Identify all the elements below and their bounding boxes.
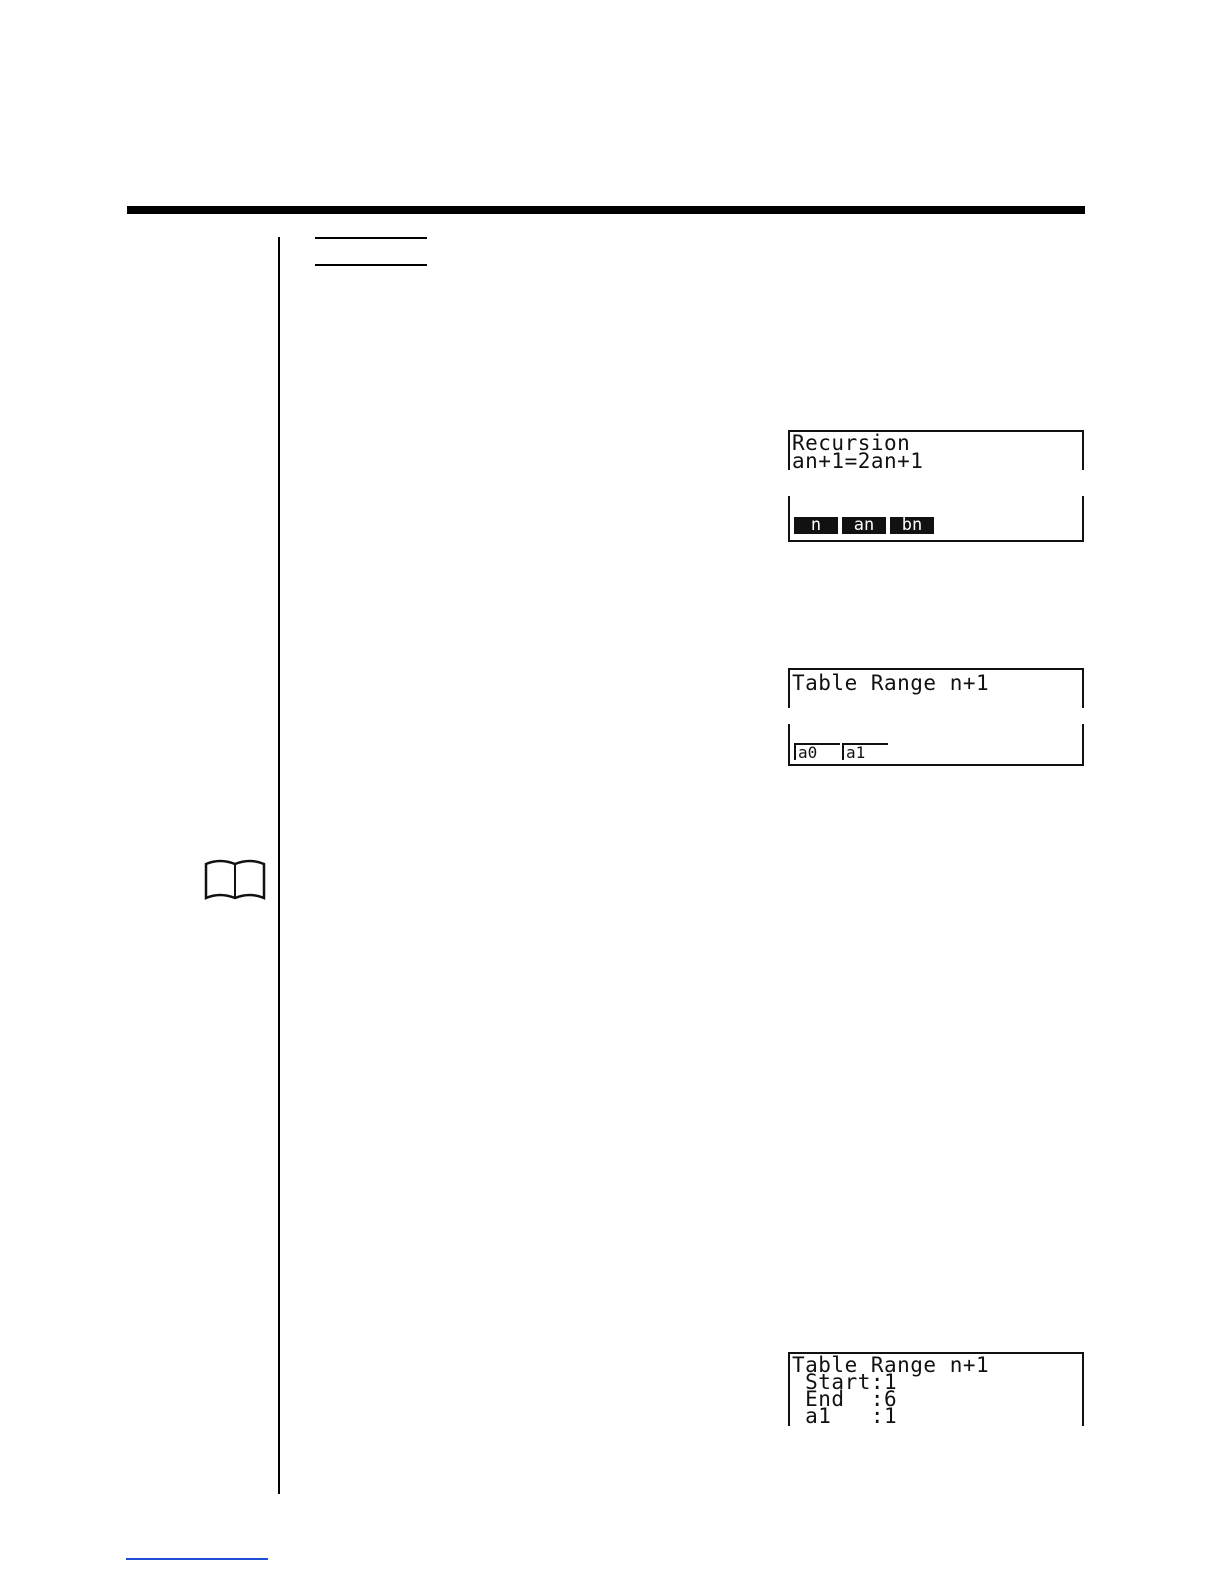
header-rule	[127, 206, 1085, 214]
heading-rule-top	[315, 237, 427, 239]
fkey-a1[interactable]: a1	[842, 743, 888, 760]
margin-rule	[278, 237, 280, 1494]
lcd-screen-table-range-values	[788, 1352, 1084, 1426]
footer-link-rule	[126, 1558, 268, 1560]
lcd-line: an+1=2an+1	[792, 449, 924, 473]
lcd-line: Recursion	[792, 431, 911, 455]
fkey-bn[interactable]: bn	[890, 517, 934, 534]
lcd-line: a1 :1	[792, 1404, 898, 1428]
fkey-n[interactable]: n	[794, 517, 838, 534]
function-key-bar	[794, 517, 934, 534]
heading-rule-bottom	[315, 264, 427, 266]
lcd-line: Table Range n+1	[792, 671, 990, 695]
lcd-line: Start:1	[792, 1370, 898, 1394]
lcd-screen-recursion	[788, 430, 1084, 542]
lcd-line: Table Range n+1	[792, 1353, 990, 1377]
fkey-an[interactable]: an	[842, 517, 886, 534]
book-icon	[204, 858, 266, 900]
lcd-screen-table-range	[788, 668, 1084, 766]
fkey-a0[interactable]: a0	[794, 743, 840, 760]
lcd-line: End :6	[792, 1387, 898, 1411]
function-key-bar	[794, 743, 888, 760]
